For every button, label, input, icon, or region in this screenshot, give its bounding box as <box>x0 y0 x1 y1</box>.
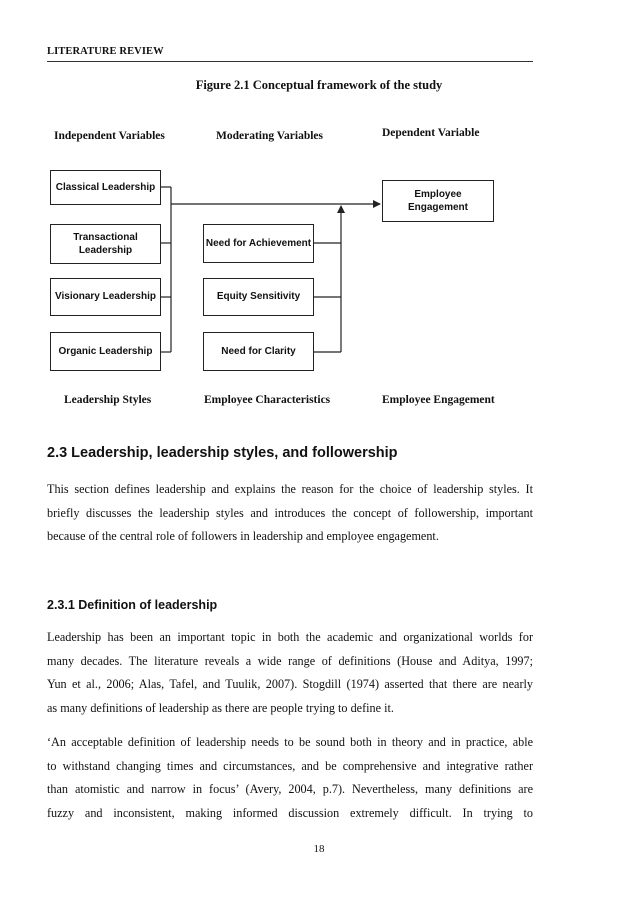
moderating-variables-heading: Moderating Variables <box>216 130 324 142</box>
classical-leadership-box <box>50 170 161 205</box>
equity-sensitivity-box <box>203 278 314 316</box>
paragraph-line: This section defines leadership and explains the reason for the choice of leadership styles. It <box>47 482 533 496</box>
need-for-clarity-box <box>203 332 314 371</box>
employee-engagement-box <box>382 180 494 222</box>
employee-engagement-label-line2: Engagement <box>407 202 468 213</box>
paragraph-line: many decades. The literature reveals a wide range of definitions (House and Aditya, 1997; <box>47 653 533 668</box>
need-for-clarity-label: Need for Clarity <box>221 345 296 357</box>
equity-sensitivity-label: Equity Sensitivity <box>216 291 301 303</box>
organic-leadership-box <box>50 332 161 371</box>
definition-paragraph-1 <box>47 626 533 720</box>
paragraph-line: as many definitions of leadership as there are people trying to define it. <box>47 700 394 715</box>
employee-characteristics-label: Employee Characteristics <box>204 394 331 406</box>
paragraph-line: Leadership has been an important topic in both the academic and organizational worlds for <box>47 630 533 644</box>
visionary-leadership-label: Visionary Leadership <box>55 291 156 303</box>
leadership-styles-label: Leadership Styles <box>64 394 152 406</box>
paragraph-line: than atomistic and narrow in focus’ (Avery, 2004, p.7). Nevertheless, many definitions are <box>47 782 533 796</box>
classical-leadership-label: Classical Leadership <box>55 181 156 193</box>
transactional-leadership-label-line1: Transactional <box>73 231 138 243</box>
definition-paragraph-2 <box>47 731 533 825</box>
paragraph-line: fuzzy and inconsistent, making informed discussion extremely difficult. In trying to <box>47 805 533 820</box>
running-head: LITERATURE REVIEW <box>47 46 164 57</box>
subsection-heading: 2.3.1 Definition of leadership <box>47 598 218 612</box>
employee-engagement-label: Employee Engagement <box>382 394 495 406</box>
paragraph-line: to withstand changing times and circumstances, and be comprehensive and integrative rather <box>47 758 533 773</box>
transactional-leadership-label-line2: Leadership <box>78 245 133 256</box>
paragraph-line: ‘An acceptable definition of leadership needs to be sound both in theory and in practice, able <box>47 735 533 749</box>
page-number: 18 <box>313 843 325 855</box>
need-for-achievement-label: Need for Achievement <box>205 237 312 249</box>
dependent-variable-heading: Dependent Variable <box>382 127 480 139</box>
paragraph-line: Yun et al., 2006; Alas, Tafel, and Tuulik, 2007). Stogdill (1974) asserted that there are nearly <box>47 677 533 691</box>
transactional-leadership-box <box>50 224 161 264</box>
paragraph-line: because of the central role of followers in leadership and employee engagement. <box>47 529 439 543</box>
paragraph-line: briefly discusses the leadership styles and introduces the concept of followership, important <box>47 505 533 520</box>
organic-leadership-label: Organic Leadership <box>58 345 153 357</box>
independent-variables-heading: Independent Variables <box>54 130 165 142</box>
visionary-leadership-box <box>50 278 161 316</box>
section-heading: 2.3 Leadership, leadership styles, and followership <box>47 445 398 461</box>
section-intro-paragraph <box>47 478 533 549</box>
figure-caption: Figure 2.1 Conceptual framework of the study <box>195 78 443 92</box>
need-for-achievement-box <box>203 224 314 263</box>
employee-engagement-label-line1: Employee <box>414 188 462 200</box>
